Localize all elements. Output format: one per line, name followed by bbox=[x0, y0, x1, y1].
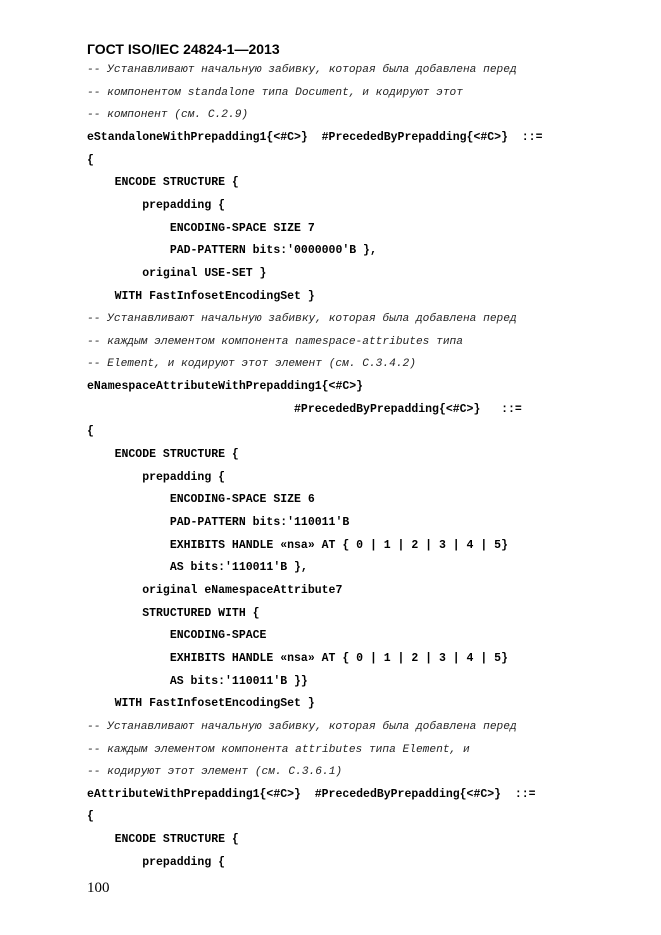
comment-line: -- каждым элементом компонента attributes типа Element, и bbox=[87, 743, 470, 756]
code-line: PAD-PATTERN bits:'0000000'B }, bbox=[87, 244, 377, 258]
code-line: eStandaloneWithPrepadding1{<#C>} #PrecededByPrepadding{<#C>} ::= bbox=[87, 130, 543, 144]
code-line: AS bits:'110011'B }, bbox=[87, 561, 308, 575]
code-line: ENCODING-SPACE bbox=[87, 629, 267, 643]
comment-line: -- компонентом standalone типа Document, и кодируют этот bbox=[87, 86, 463, 99]
code-line: ENCODING-SPACE SIZE 7 bbox=[87, 221, 315, 235]
code-line: #PrecededByPrepadding{<#C>} ::= bbox=[87, 402, 522, 416]
code-line: EXHIBITS HANDLE «nsa» AT { 0 | 1 | 2 | 3 | 4 | 5} bbox=[87, 651, 508, 665]
comment-line: -- Устанавливают начальную забивку, которая была добавлена перед bbox=[87, 720, 517, 733]
code-line: eAttributeWithPrepadding1{<#C>} #PrecededByPrepadding{<#C>} ::= bbox=[87, 787, 536, 801]
document-header: ГОСТ ISO/IEC 24824-1—2013 bbox=[87, 41, 280, 57]
code-line: eNamespaceAttributeWithPrepadding1{<#C>} bbox=[87, 380, 364, 394]
code-line: prepadding { bbox=[87, 198, 226, 212]
code-line: AS bits:'110011'B }} bbox=[87, 674, 308, 688]
comment-line: -- кодируют этот элемент (см. С.3.6.1) bbox=[87, 766, 343, 779]
code-line: ENCODING-SPACE SIZE 6 bbox=[87, 493, 315, 507]
code-line: ENCODE STRUCTURE { bbox=[87, 448, 239, 462]
code-line: EXHIBITS HANDLE «nsa» AT { 0 | 1 | 2 | 3 | 4 | 5} bbox=[87, 538, 508, 552]
comment-line: -- Устанавливают начальную забивку, которая была добавлена перед bbox=[87, 64, 517, 76]
code-line: WITH FastInfosetEncodingSet } bbox=[87, 289, 315, 303]
code-line: ENCODE STRUCTURE { bbox=[87, 176, 239, 190]
comment-line: -- Element, и кодируют этот элемент (см. С.3.4.2) bbox=[87, 358, 416, 371]
code-line: STRUCTURED WITH { bbox=[87, 606, 260, 620]
code-line: { bbox=[87, 153, 94, 167]
code-line: WITH FastInfosetEncodingSet } bbox=[87, 697, 315, 711]
code-line: { bbox=[87, 810, 94, 824]
comment-line: -- Устанавливают начальную забивку, которая была добавлена перед bbox=[87, 313, 517, 326]
code-line: ENCODE STRUCTURE { bbox=[87, 833, 239, 847]
comment-line: -- каждым элементом компонента namespace-attributes типа bbox=[87, 335, 463, 348]
code-line: original USE-SET } bbox=[87, 266, 267, 280]
code-line: { bbox=[87, 425, 94, 439]
comment-line: -- компонент (см. С.2.9) bbox=[87, 109, 249, 122]
page-number: 100 bbox=[87, 880, 110, 896]
code-line: PAD-PATTERN bits:'110011'B bbox=[87, 516, 350, 529]
code-line: prepadding { bbox=[87, 855, 226, 869]
code-line: prepadding { bbox=[87, 470, 226, 484]
code-line: original eNamespaceAttribute7 bbox=[87, 583, 343, 597]
